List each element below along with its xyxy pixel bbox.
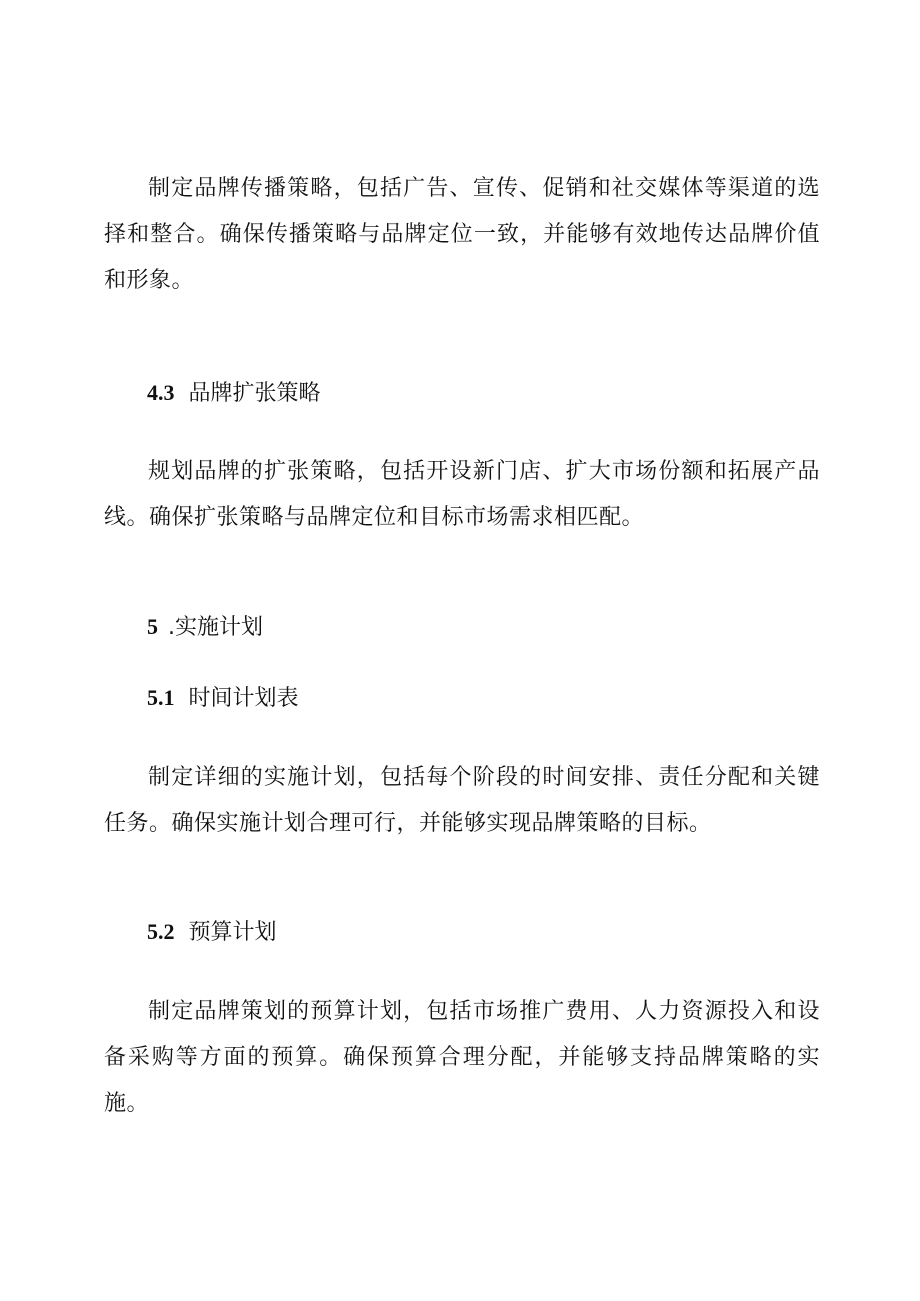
heading-title: 品牌扩张策略 (188, 381, 321, 406)
paragraph-brand-communication: 制定品牌传播策略，包括广告、宣传、促销和社交媒体等渠道的选择和整合。确保传播策略与品牌定位一致，并能够有效地传达品牌价值和形象。 (104, 176, 820, 293)
heading-5 (147, 612, 263, 643)
heading-5-1 (147, 683, 299, 714)
heading-number: 4.3 (147, 380, 175, 405)
heading-number: 5.2 (147, 919, 175, 944)
heading-title: 预算计划 (188, 920, 277, 945)
heading-number: 5 (147, 614, 158, 639)
paragraph-brand-expansion: 规划品牌的扩张策略，包括开设新门店、扩大市场份额和拓展产品线。确保扩张策略与品牌定位和目标市场需求相匹配。 (104, 459, 820, 530)
heading-5-2 (147, 917, 277, 948)
paragraph-timeline: 制定详细的实施计划，包括每个阶段的时间安排、责任分配和关键任务。确保实施计划合理可行，并能够实现品牌策略的目标。 (104, 765, 820, 836)
heading-title: 时间计划表 (188, 686, 299, 711)
heading-number: 5.1 (147, 685, 175, 710)
paragraph-budget: 制定品牌策划的预算计划，包括市场推广费用、人力资源投入和设备采购等方面的预算。确保预算合理分配，并能够支持品牌策略的实施。 (104, 999, 820, 1116)
heading-title: .实施计划 (168, 615, 263, 640)
heading-4-3 (147, 378, 321, 409)
